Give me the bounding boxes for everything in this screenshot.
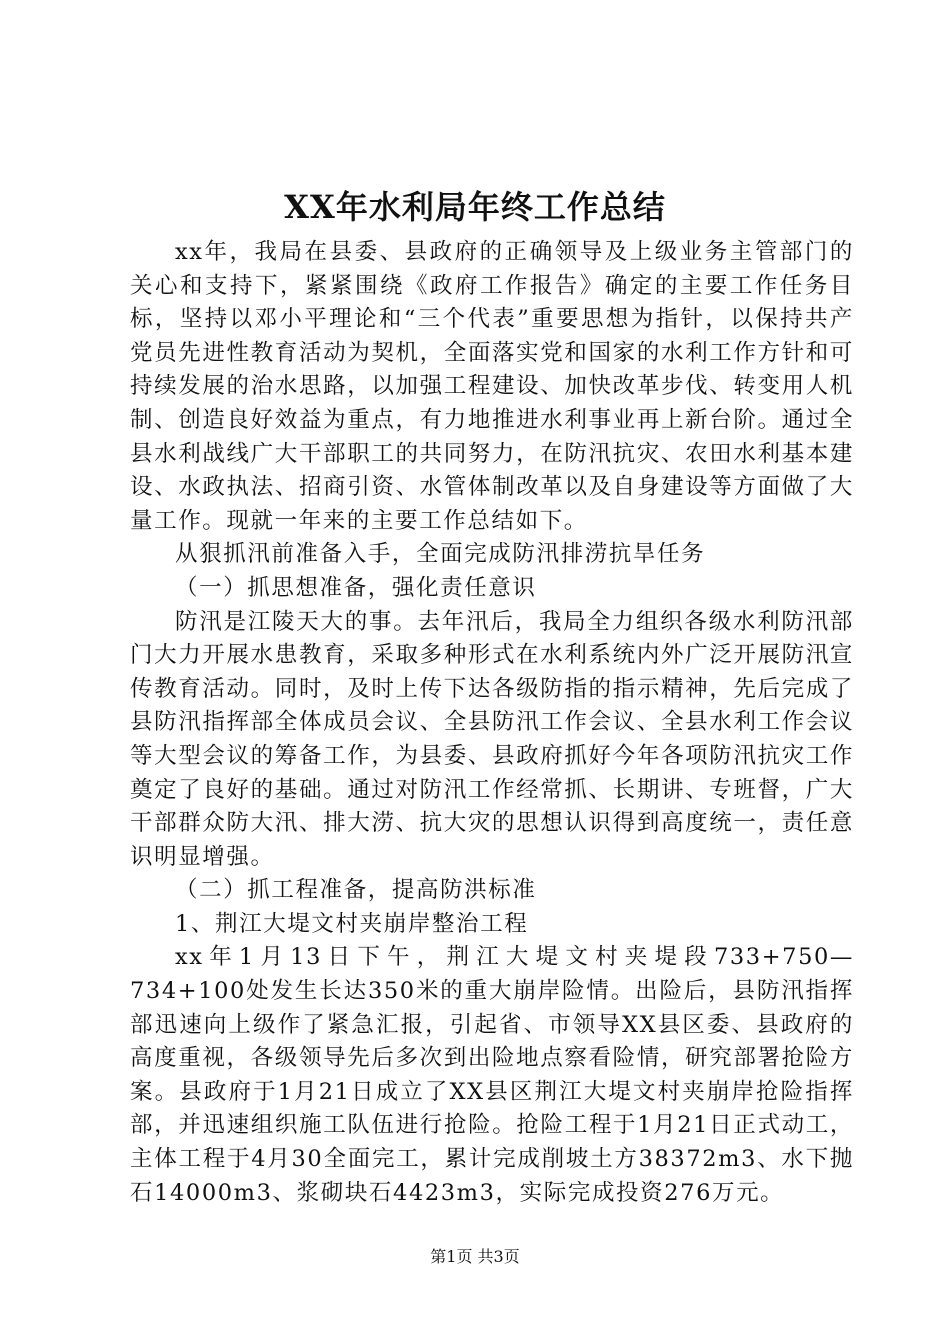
document-title: XX年水利局年终工作总结 (284, 188, 666, 226)
paragraph-intro: xx年，我局在县委、县政府的正确领导及上级业务主管部门的关心和支持下，紧紧围绕《政府工作报告》确定的主要工作任务目标，坚持以邓小平理论和“三个代表”重要思想为指针，以保持共产党员先进性教育活动为契机，全面落实党和国家的水利工作方针和可持续发展的治水思路，以加强工程建设、加快改革步伐、转变用人机制、创造良好效益为重点，有力地推进水利事业再上新台阶。通过全县水利战线广大干部职工的共同努力，在防汛抗灾、农田水利基本建设、水政执法、招商引资、水管体制改革以及自身建设等方面做了大量工作。现就一年来的主要工作总结如下。 (130, 239, 854, 534)
paragraph-project: xx年1月13日下午，荆江大堤文村夹堤段733+750—734+100处发生长达350米的重大崩岸险情。出险后，县防汛指挥部迅速向上级作了紧急汇报，引起省、市领导XX县区委、县政府的高度重视，各级领导先后多次到出险地点察看险情，研究部署抢险方案。县政府于1月21日成立了XX县区荆江大堤文村夹崩岸抢险指挥部，并迅速组织施工队伍进行抢险。抢险工程于1月21日正式动工，主体工程于4月30全面完工，累计完成削坡土方38372m3、水下抛石14000m3、浆砌块石4423m3，实际完成投资276万元。 (130, 944, 854, 1206)
item-heading-1: 1、荆江大堤文村夹崩岸整治工程 (175, 910, 529, 937)
page-footer: 第1页 共3页 (430, 1247, 520, 1266)
paragraph-flood-prep: 防汛是江陵天大的事。去年汛后，我局全力组织各级水利防汛部门大力开展水患教育，采取多种形式在水利系统内外广泛开展防汛宣传教育活动。同时，及时上传下达各级防指的指示精神，先后完成了县防汛指挥部全体成员会议、全县防汛工作会议、全县水利工作会议等大型会议的筹备工作，为县委、县政府抓好今年各项防汛抗灾工作奠定了良好的基础。通过对防汛工作经常抓、长期讲、专班督，广大干部群众防大汛、排大涝、抗大灾的思想认识得到高度统一，责任意识明显增强。 (130, 608, 854, 870)
subsection-heading-1: （一）抓思想准备，强化责任意识 (175, 574, 537, 601)
subsection-heading-2: （二）抓工程准备，提高防洪标准 (175, 877, 537, 904)
document-body (130, 236, 854, 1210)
section-heading: 从狠抓汛前准备入手，全面完成防汛排涝抗旱任务 (175, 541, 706, 568)
